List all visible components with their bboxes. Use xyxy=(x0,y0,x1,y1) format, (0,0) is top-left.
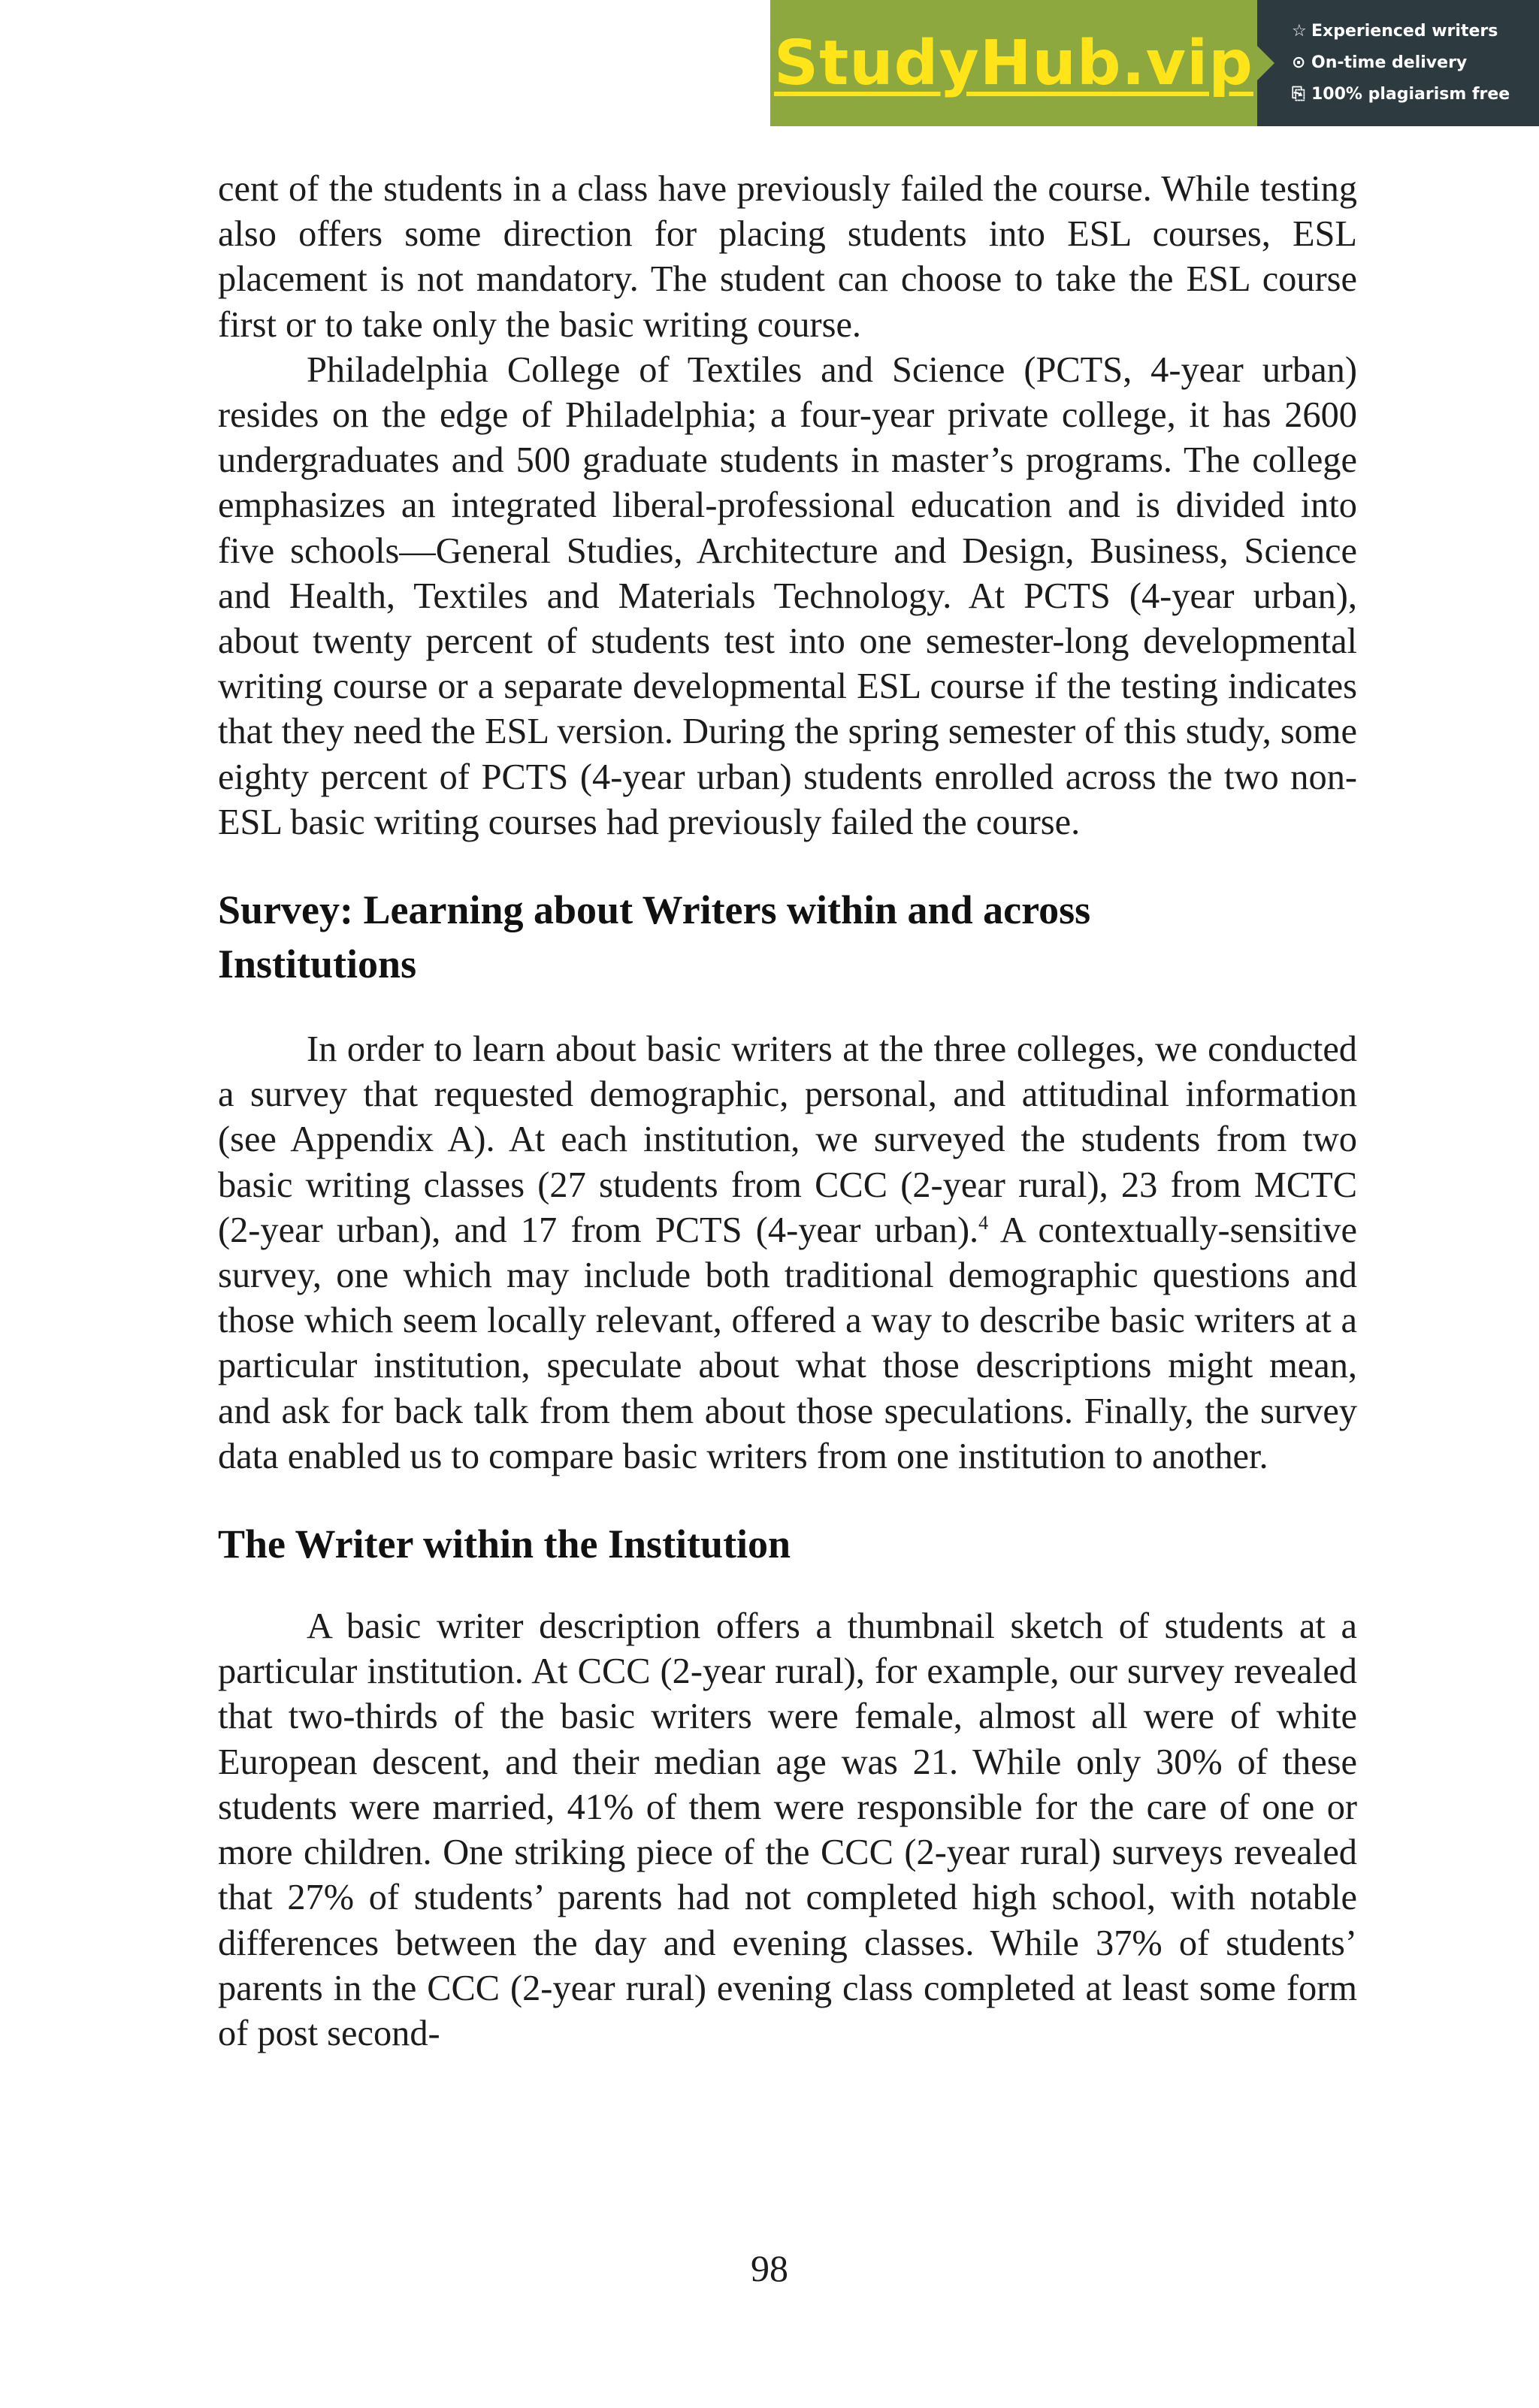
paragraph-basic-writer: A basic writer description offers a thumbnail sketch of students at a particular institution. At CCC (2-year rural), for example, our survey revealed that two-thirds of the basic writers were female, almost all were of white European descent, and their median age was 21. While only 30% of these students were married, 41% of them were responsible for the care of one or more children. One striking piece of the CCC (2-year rural) surveys revealed that 27% of students’ parents had not completed high school, with notable differences between the day and evening classes. While 37% of students’ parents in the CCC (2-year rural) evening class completed at least some form of post second- xyxy=(218,1606,1357,2053)
feature-label: On-time delivery xyxy=(1311,53,1468,72)
paragraph-pcts: Philadelphia College of Textiles and Science (PCTS, 4-year urban) resides on the edge of Philadelphia; a four-year private college, it has 2600 undergraduates and 500 graduate students in master’s programs. The college emphasizes an integrated liberal-professional education and is divided into five schools—General Studies, Architecture and Design, Business, Science and Health, Textiles and Materials Technology. At PCTS (4-year urban), about twenty percent of students test into one semester-long developmental writing course or a separate developmental ESL course if the testing indicates that they need the ESL version. During the spring semester of this study, some eighty percent of PCTS (4-year urban) students enrolled across the two non-ESL basic writing courses had previously failed the course. xyxy=(218,349,1357,842)
studyhub-banner[interactable] xyxy=(770,0,1539,126)
feature-experienced-writers xyxy=(1292,16,1539,47)
document-page xyxy=(218,167,1357,2056)
paragraph-survey xyxy=(218,1027,1357,1479)
copy-icon: ⎘ xyxy=(1292,85,1305,104)
footnote-marker[interactable]: 4 xyxy=(978,1211,989,1234)
logo-text: StudyHub.vip xyxy=(774,27,1253,99)
paragraph-text: A contextually-sensitive survey, one which may include both traditional demographic questions and those which seem locally relevant, offered a way to describe basic writers at a particular institution, speculate about what those descriptions might mean, and ask for back talk from them about those speculations. Finally, the survey data enabled us to compare basic writers from one institution to another. xyxy=(218,1210,1357,1476)
banner-features xyxy=(1257,0,1539,126)
star-icon: ☆ xyxy=(1292,22,1307,41)
feature-plagiarism-free xyxy=(1292,79,1539,110)
section-heading-writer-institution: The Writer within the Institution xyxy=(218,1521,791,1567)
feature-label: Experienced writers xyxy=(1311,22,1498,41)
section-heading-survey xyxy=(218,883,1357,991)
paragraph-ccc-testing: cent of the students in a class have previously failed the course. While testing also offers some direction for placing students into ESL courses, ESL placement is not mandatory. The student can choose to take the ESL course first or to take only the basic writing course. xyxy=(218,169,1357,345)
feature-on-time-delivery xyxy=(1292,47,1539,79)
clock-icon: ⊙ xyxy=(1292,53,1306,72)
heading-line: Survey: Learning about Writers within and across xyxy=(218,887,1091,933)
paragraph-text: In order to learn about basic writers at the three colleges, we conducted a survey that requested demographic, personal, and attitudinal information (see Appendix A). At each institution, we surveyed the students from two basic writing classes (27 students from CCC (2-year rural), 23 from MCTC (2-year urban), and 17 from PCTS (4-year urban). xyxy=(218,1029,1357,1250)
page-number: 98 xyxy=(751,2247,788,2289)
heading-line: Institutions xyxy=(218,941,417,987)
feature-label: 100% plagiarism free xyxy=(1311,85,1510,104)
studyhub-logo[interactable] xyxy=(770,0,1257,126)
